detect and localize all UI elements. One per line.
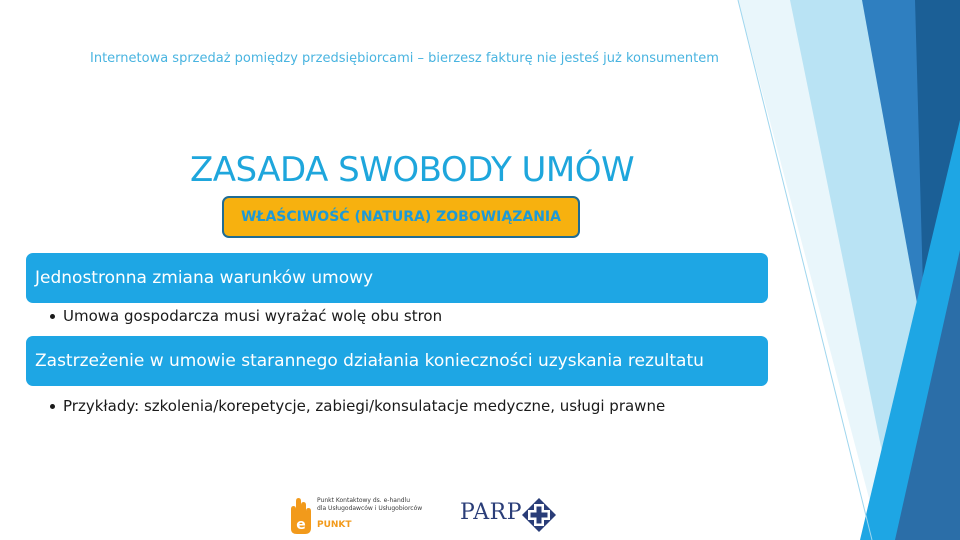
- section-heading-unilateral-change: Jednostronna zmiana warunków umowy: [26, 253, 768, 303]
- bullet-item: [50, 307, 442, 325]
- punkt-caption: Punkt Kontaktowy ds. e-handlu dla Usługodawców i Usługobiorców: [317, 497, 423, 512]
- section-heading-diligence-clause: Zastrzeżenie w umowie starannego działania konieczności uzyskania rezultatu: [26, 336, 768, 386]
- parp-wordmark: PARP: [460, 500, 523, 525]
- bullet-item: [50, 397, 665, 415]
- bullet-text: Umowa gospodarcza musi wyrażać wolę obu stron: [63, 307, 443, 325]
- punkt-kontaktowy-logo: [287, 495, 423, 535]
- bullet-text: Przykłady: szkolenia/korepetycje, zabiegi/konsulatacje medyczne, usługi prawne: [63, 397, 666, 415]
- presentation-subtitle: Internetowa sprzedaż pomiędzy przedsiębiorcami – bierzesz fakturę nie jesteś już konsumentem: [90, 51, 719, 66]
- slide-title: ZASADA SWOBODY UMÓW: [190, 150, 635, 190]
- punkt-word: PUNKT: [317, 520, 352, 530]
- hand-e-icon: [287, 495, 313, 535]
- bullet-dot-icon: [50, 404, 55, 409]
- bullet-dot-icon: [50, 314, 55, 319]
- svg-text:e: e: [296, 517, 306, 533]
- nature-badge: WŁAŚCIWOŚĆ (NATURA) ZOBOWIĄZANIA: [222, 196, 580, 238]
- parp-diamond-icon: [522, 498, 556, 532]
- parp-logo: [460, 498, 560, 534]
